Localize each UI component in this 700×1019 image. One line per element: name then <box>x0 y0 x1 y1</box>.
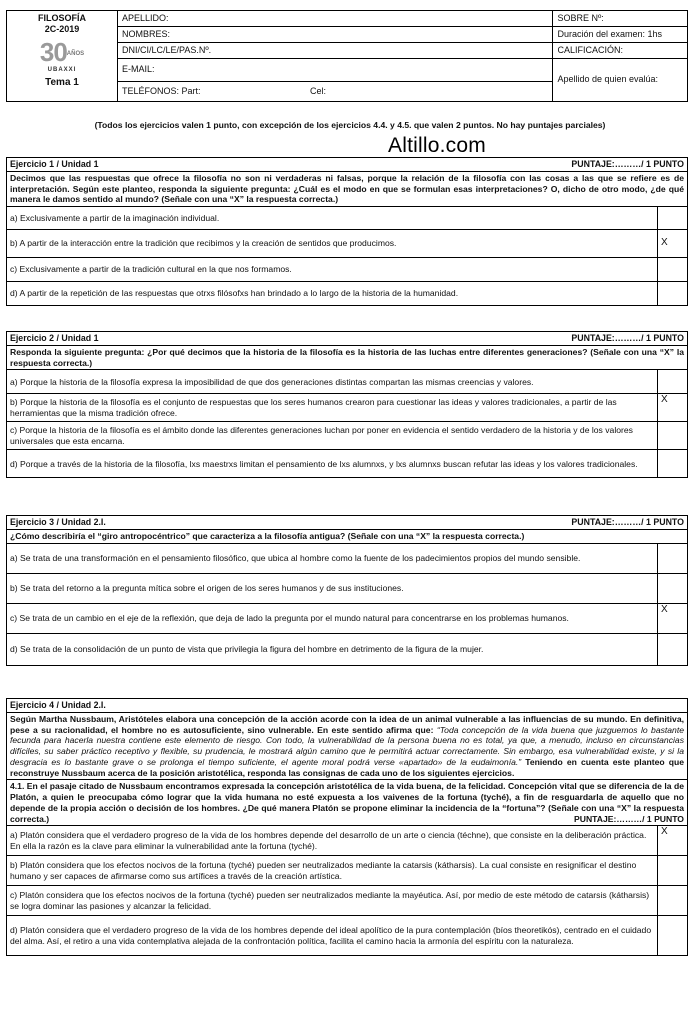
exercise-3-header <box>7 516 687 529</box>
exercise-2-question: Responda la siguiente pregunta: ¿Por qué decimos que la historia de la filosofía es la historia de las luchas entre diferentes generaciones? (Señale con una “X” la respuesta correcta.) <box>7 345 687 369</box>
student-info-table <box>6 10 688 102</box>
answer-box <box>657 422 687 449</box>
exercise-2-option-d[interactable]: d) Porque a través de la historia de la filosofía, lxs maestrxs limitan el pensamiento de lxs alumnxs, y lxs alumnxs buscan refutar las ideas y los valores tradicionales. <box>7 449 687 477</box>
answer-box <box>657 450 687 477</box>
exercise-2-option-b[interactable]: b) Porque la historia de la filosofía es el conjunto de respuestas que los seres humanos crearon para cuestionar las ideas y valores tradicionales, a partir de las herramientas que la misma tradición ofrece. X <box>7 393 687 421</box>
watermark: Altillo.com <box>388 134 486 157</box>
answer-box: X <box>657 230 687 257</box>
sobre-field[interactable]: SOBRE Nº: <box>553 11 688 27</box>
exercise-3-points: PUNTAJE:………/ 1 PUNTO <box>571 517 684 527</box>
email-field[interactable]: E-MAIL: <box>118 58 553 81</box>
answer-box <box>657 916 687 955</box>
exercise-2-option-a[interactable]: a) Porque la historia de la filosofía expresa la imposibilidad de que dos generaciones distintas compartan las mismas creencias y valores. <box>7 369 687 393</box>
exercise-2-title: Ejercicio 2 / Unidad 1 <box>10 333 99 343</box>
exercise-1-title: Ejercicio 1 / Unidad 1 <box>10 159 99 169</box>
logo-cell <box>7 11 118 102</box>
ubaxxi-logo-text: UBAXXI <box>47 67 77 74</box>
exercise-4-points: PUNTAJE:………/ 1 PUNTO <box>574 813 684 824</box>
subject-title: FILOSOFÍA <box>38 13 86 23</box>
exercise-1-option-b[interactable]: b) A partir de la interacción entre la tradición que recibimos y la creación de sentidos que producimos. X <box>7 229 687 257</box>
exercise-4-header <box>7 699 687 712</box>
nombres-field[interactable]: NOMBRES: <box>118 26 553 42</box>
tema-label: Tema 1 <box>45 76 79 88</box>
exercise-2 <box>6 331 688 478</box>
answer-box <box>657 207 687 229</box>
exercise-1-option-c[interactable]: c) Exclusivamente a partir de la tradición cultural en la que nos formamos. <box>7 257 687 281</box>
exercise-2-points: PUNTAJE:………/ 1 PUNTO <box>571 333 684 343</box>
evaluator-field[interactable]: Apellido de quien evalúa: <box>553 58 688 101</box>
exercise-3-option-b[interactable]: b) Se trata del retorno a la pregunta mítica sobre el origen de los seres humanos y de sus instituciones. <box>7 573 687 603</box>
exercise-3-option-d[interactable]: d) Se trata de la consolidación de un punto de vista que privilegia la figura del hombre en detrimento de la figura de la mujer. <box>7 633 687 665</box>
answer-box <box>657 574 687 603</box>
exercise-3-title: Ejercicio 3 / Unidad 2.I. <box>10 517 106 527</box>
duration-label: Duración del examen: 1hs <box>553 26 688 42</box>
exercise-4-title: Ejercicio 4 / Unidad 2.I. <box>10 700 106 710</box>
anniversary-logo: 30AÑOS <box>39 37 85 67</box>
answer-box: X <box>657 394 687 421</box>
exercise-4-intro: Según Martha Nussbaum, Aristóteles elabora una concepción de la acción acorde con la idea de un animal vulnerable a las influencias de su mundo. En definitiva, pese a su racionalidad, el hombre no es autosuficiente, sino vulnerable. En este sentido afirma que: “Toda concepción de la vida buena que juzguemos lo bastante fecunda para hacerla nuestra contiene este elemento de riesgo. Con todo, la vulnerabilidad de la persona buena no es total, ya que, a menudo, incluso en circunstancias difíciles, su saber práctico receptivo y flexible, su prudencia, le mostrará algún camino que le permitirá actuar correctamente. Sin embargo, esa vulnerabilidad existe, y si la desgracia es lo bastante grave o se prolonga el tiempo suficiente, el agente moral podrá verse «apartado» de la eudaimonía.” Teniendo en cuenta este planteo que reconstruye Nussbaum acerca de la posición aristotélica, responda las consignas de cada uno de los siguientes ejercicios. <box>7 712 687 779</box>
exercise-3-option-c[interactable]: c) Se trata de un cambio en el eje de la reflexión, que deja de lado la pregunta por el mundo natural para concentrarse en los problemas humanos. X <box>7 603 687 633</box>
answer-box: X <box>657 604 687 633</box>
nussbaum-quote: “Toda concepción de la vida buena que juzguemos lo bastante fecunda para hacerla nuestra contiene este elemento de riesgo. Con todo, la vulnerabilidad de la persona buena no es total, ya que, a menudo, incluso en circunstancias difíciles, su saber práctico receptivo y flexible, su prudencia, le mostrará algún camino que le permitirá actuar correctamente. Sin embargo, esa vulnerabilidad existe, y si la desgracia es lo bastante grave o se prolonga el tiempo suficiente, el agente moral podrá verse «apartado» de la eudaimonía.” <box>10 724 685 767</box>
exercise-4-1-question: 4.1. En el pasaje citado de Nussbaum encontramos expresada la concepción aristotélica de la vida buena, de la felicidad. Concepción vital que se diferencia de la de Platón, a quien le preocupaba cómo lograr que la vida humana no esté expuesta a los vaivenes de la fortuna (tyché), a fin de resguardarla de aquello que no depende de la propia acción o decisión de los hombres. ¿De qué manera Platón se propone eliminar la incidencia de la “fortuna”? (Señale con una “X” la respuesta correcta.) PUNTAJE:………/ 1 PUNTO <box>7 779 687 825</box>
answer-box <box>657 886 687 915</box>
exercise-2-option-c[interactable]: c) Porque la historia de la filosofía es el ámbito donde las diferentes generaciones luchan por poner en evidencia el sentido verdadero de la historia y de los valores universales que esta encarna. <box>7 421 687 449</box>
term-label: 2C-2019 <box>44 24 80 34</box>
answer-box <box>657 634 687 665</box>
exercise-1-option-a[interactable]: a) Exclusivamente a partir de la imaginación individual. <box>7 206 687 229</box>
exercise-1-points: PUNTAJE:………/ 1 PUNTO <box>571 159 684 169</box>
answer-box <box>657 282 687 305</box>
exercise-1-question: Decimos que las respuestas que ofrece la filosofía no son ni verdaderas ni falsas, porque la relación de la filosofía con las cosas a las que se refiere es de interpretación. Según este planteo, responda la siguiente pregunta: ¿Cuál es el modo en que se formulan esas interpretaciones? O, dicho de otro modo, ¿de qué manera le damos sentido al mundo? (Señale con una “X” la respuesta correcta.) <box>7 171 687 206</box>
instructions-text: (Todos los ejercicios valen 1 punto, con excepción de los ejercicios 4.4. y 4.5. que valen 2 puntos. No hay puntajes parciales) <box>94 120 606 130</box>
answer-box <box>657 856 687 885</box>
answer-box: X <box>657 826 687 855</box>
answer-box <box>657 544 687 573</box>
exercise-2-header <box>7 332 687 345</box>
exercise-3-option-a[interactable]: a) Se trata de una transformación en el pensamiento filosófico, que ubica al hombre como la fuente de los padecimientos propios del mundo sensible. <box>7 543 687 573</box>
answer-box <box>657 370 687 393</box>
answer-box <box>657 258 687 281</box>
exercise-4 <box>6 698 688 956</box>
exercise-1 <box>6 157 688 306</box>
exercise-4-option-b[interactable]: b) Platón considera que los efectos nocivos de la fortuna (tyché) pueden ser neutralizados mediante la catarsis (kátharsis). La cual consiste en resignificar el destino humano y ser capaces de afirmarse como sus artífices a través de la creación artística. <box>7 855 687 885</box>
exercise-3-question: ¿Cómo describiría el “giro antropocéntrico” que caracteriza a la filosofía antigua? (Señale con una “X” la respuesta correcta.) <box>7 529 687 543</box>
dni-field[interactable]: DNI/CI/LC/LE/PAS.Nº. <box>118 42 553 58</box>
cel-field[interactable]: Cel: <box>306 81 553 101</box>
exercise-1-option-d[interactable]: d) A partir de la repetición de las respuestas que otrxs filósofxs han brindado a lo largo de la historia de la humanidad. <box>7 281 687 305</box>
phone-field[interactable]: TELÉFONOS: Part: <box>118 81 307 101</box>
exercise-4-option-d[interactable]: d) Platón considera que el verdadero progreso de la vida de los hombres depende del ideal apolítico de la pura contemplación (bíos theoretikós), centrado en el cuidado del alma. Así, el retiro a una vida contemplativa alejada de la confrontación política, facilita el camino hacia la armonía del espíritu con la naturaleza. <box>7 915 687 955</box>
exercise-1-header <box>7 158 687 171</box>
exercise-3 <box>6 515 688 666</box>
calificacion-field[interactable]: CALIFICACIÓN: <box>553 42 688 58</box>
apellido-field[interactable]: APELLIDO: <box>118 11 553 27</box>
exercise-4-option-c[interactable]: c) Platón considera que los efectos nocivos de la fortuna (tyché) pueden ser neutralizados mediante la mayéutica. Así, por medio de este método de catarsis (kátharsis) se logra dominar las pasiones y alcanzar la felicidad. <box>7 885 687 915</box>
exercise-4-option-a[interactable]: a) Platón considera que el verdadero progreso de la vida de los hombres depende del desarrollo de un arte o ciencia (téchne), que consiste en la deliberación práctica. En ella la razón es la clave para eliminar la vulnerabilidad ante la fortuna (tyché). X <box>7 825 687 855</box>
